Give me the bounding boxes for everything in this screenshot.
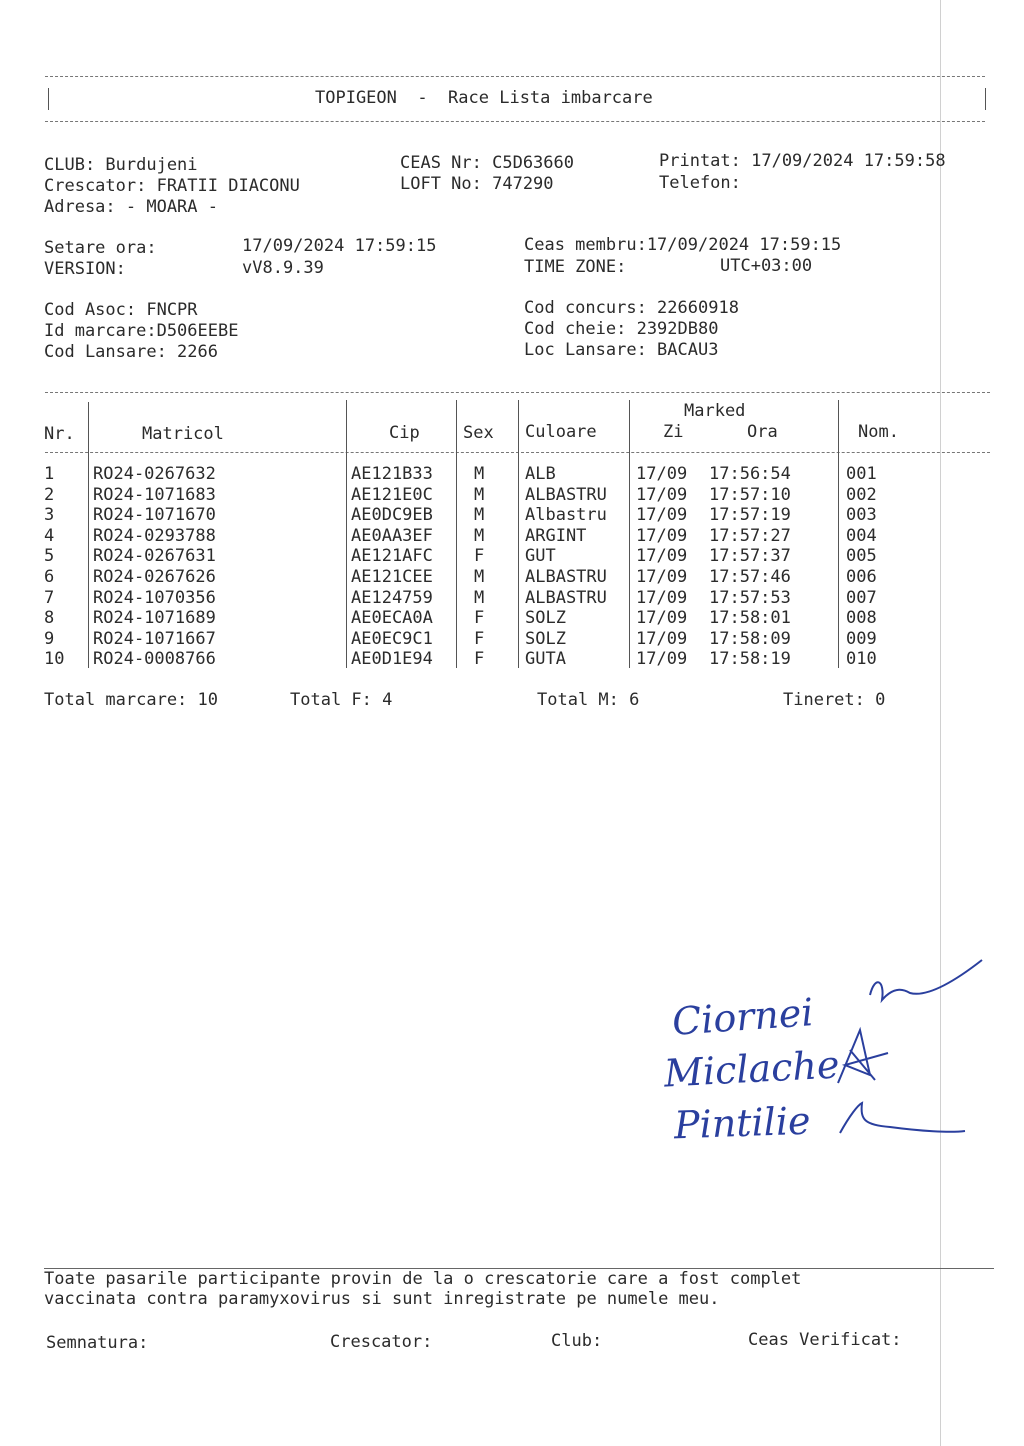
cod-concurs: Cod concurs: 22660918 bbox=[524, 298, 739, 318]
table-top-border bbox=[45, 392, 990, 393]
cell-nr: 10 bbox=[44, 649, 65, 670]
cell-ora: 17:57:27 bbox=[709, 525, 791, 546]
header-ora: Ora bbox=[747, 422, 778, 442]
cell-nom: 005 bbox=[846, 546, 877, 567]
handwritten-name-2: Miclache bbox=[662, 1042, 841, 1096]
printat: Printat: 17/09/2024 17:59:58 bbox=[659, 151, 946, 171]
cell-culoare: SOLZ bbox=[525, 608, 566, 629]
handwritten-name-1: Ciornei bbox=[670, 990, 815, 1044]
header-matricol: Matricol bbox=[142, 424, 224, 444]
cell-zi: 17/09 bbox=[636, 587, 688, 608]
cell-matricol: RO24-1071689 bbox=[93, 608, 216, 629]
time-zone-value: UTC+03:00 bbox=[720, 256, 813, 276]
cell-sex: M bbox=[474, 567, 485, 587]
club-name: CLUB: Burdujeni bbox=[44, 155, 198, 175]
ceas-verificat-label: Ceas Verificat: bbox=[748, 1330, 902, 1350]
cod-asoc: Cod Asoc: FNCPR bbox=[44, 300, 198, 320]
cell-ora: 17:57:19 bbox=[709, 505, 791, 526]
cell-nom: 008 bbox=[846, 608, 877, 629]
cell-nom: 002 bbox=[846, 484, 877, 505]
total-marcare: Total marcare: 10 bbox=[44, 690, 218, 710]
cell-nr: 6 bbox=[44, 567, 55, 587]
cell-zi: 17/09 bbox=[636, 628, 688, 649]
cell-nr: 4 bbox=[44, 525, 55, 546]
cell-zi: 17/09 bbox=[636, 567, 688, 587]
col-divider-2 bbox=[346, 400, 347, 668]
cell-matricol: RO24-0008766 bbox=[93, 649, 216, 670]
cell-cip: AE121AFC bbox=[351, 546, 433, 567]
cell-ora: 17:57:53 bbox=[709, 587, 791, 608]
cell-ora: 17:56:54 bbox=[709, 464, 791, 484]
cell-sex: M bbox=[474, 505, 485, 526]
cod-lansare: Cod Lansare: 2266 bbox=[44, 342, 218, 362]
cell-nr: 2 bbox=[44, 484, 55, 505]
declaration-line-2: vaccinata contra paramyxovirus si sunt inregistrate pe numele meu. bbox=[44, 1289, 720, 1309]
cell-culoare: Albastru bbox=[525, 505, 607, 526]
cell-ora: 17:57:10 bbox=[709, 484, 791, 505]
cell-sex: F bbox=[474, 546, 485, 567]
declaration-line-1: Toate pasarile participante provin de la o crescatorie care a fost complet bbox=[44, 1269, 802, 1289]
cell-ora: 17:58:19 bbox=[709, 649, 791, 670]
cell-zi: 17/09 bbox=[636, 546, 688, 567]
ceas-membru: Ceas membru:17/09/2024 17:59:15 bbox=[524, 235, 842, 255]
header-culoare: Culoare bbox=[525, 422, 597, 442]
setare-ora-value: 17/09/2024 17:59:15 bbox=[242, 236, 437, 256]
cell-nom: 006 bbox=[846, 567, 877, 587]
handwritten-name-3: Pintilie bbox=[673, 1098, 812, 1148]
handwritten-signatures bbox=[660, 955, 990, 1170]
version-value: vV8.9.39 bbox=[242, 258, 324, 278]
cell-cip: AE0DC9EB bbox=[351, 505, 433, 526]
cell-cip: AE124759 bbox=[351, 587, 433, 608]
signature-scribbles bbox=[660, 955, 990, 1170]
cell-culoare: GUTA bbox=[525, 649, 566, 670]
cell-sex: F bbox=[474, 608, 485, 629]
cell-nom: 009 bbox=[846, 628, 877, 649]
loft-no: LOFT No: 747290 bbox=[400, 174, 554, 194]
cell-ora: 17:58:09 bbox=[709, 628, 791, 649]
cell-cip: AE0EC9C1 bbox=[351, 628, 433, 649]
cell-zi: 17/09 bbox=[636, 484, 688, 505]
crescator-label: Crescator: bbox=[330, 1332, 433, 1352]
header-nom: Nom. bbox=[858, 422, 899, 442]
cell-culoare: GUT bbox=[525, 546, 556, 567]
semnatura-label: Semnatura: bbox=[46, 1333, 149, 1353]
id-marcare: Id marcare:D506EEBE bbox=[44, 321, 239, 341]
cell-ora: 17:58:01 bbox=[709, 608, 791, 629]
telefon: Telefon: bbox=[659, 173, 741, 193]
cell-nr: 5 bbox=[44, 546, 55, 567]
cell-nom: 007 bbox=[846, 587, 877, 608]
cell-zi: 17/09 bbox=[636, 649, 688, 670]
cell-sex: M bbox=[474, 484, 485, 505]
cell-ora: 17:57:37 bbox=[709, 546, 791, 567]
cell-sex: F bbox=[474, 649, 485, 670]
adresa: Adresa: - MOARA - bbox=[44, 197, 218, 217]
cell-nr: 9 bbox=[44, 628, 55, 649]
cell-nr: 1 bbox=[44, 464, 55, 484]
header-zi: Zi bbox=[663, 422, 684, 442]
cell-matricol: RO24-0267632 bbox=[93, 464, 216, 484]
cell-cip: AE0ECA0A bbox=[351, 608, 433, 629]
cell-culoare: ALBASTRU bbox=[525, 587, 607, 608]
marking-table bbox=[0, 0, 1024, 700]
club-label: Club: bbox=[551, 1331, 603, 1351]
tineret: Tineret: 0 bbox=[783, 690, 886, 710]
cell-cip: AE0AA3EF bbox=[351, 525, 433, 546]
ceas-nr: CEAS Nr: C5D63660 bbox=[400, 153, 574, 173]
cell-cip: AE121B33 bbox=[351, 464, 433, 484]
cell-culoare: ALBASTRU bbox=[525, 484, 607, 505]
cell-matricol: RO24-1071667 bbox=[93, 628, 216, 649]
setare-ora-label: Setare ora: bbox=[44, 238, 157, 258]
cell-matricol: RO24-0267626 bbox=[93, 567, 216, 587]
cell-nr: 7 bbox=[44, 587, 55, 608]
cell-matricol: RO24-0267631 bbox=[93, 546, 216, 567]
cell-nom: 003 bbox=[846, 505, 877, 526]
page-title: TOPIGEON - Race Lista imbarcare bbox=[315, 88, 653, 108]
col-divider-3 bbox=[456, 400, 457, 668]
cell-nr: 8 bbox=[44, 608, 55, 629]
total-m: Total M: 6 bbox=[537, 690, 640, 710]
crescator-name: Crescator: FRATII DIACONU bbox=[44, 176, 300, 196]
cell-matricol: RO24-1070356 bbox=[93, 587, 216, 608]
cell-matricol: RO24-1071670 bbox=[93, 505, 216, 526]
cell-nr: 3 bbox=[44, 505, 55, 526]
cell-zi: 17/09 bbox=[636, 608, 688, 629]
cell-sex: M bbox=[474, 587, 485, 608]
cod-cheie: Cod cheie: 2392DB80 bbox=[524, 319, 719, 339]
cell-ora: 17:57:46 bbox=[709, 567, 791, 587]
cell-sex: M bbox=[474, 525, 485, 546]
col-divider-6 bbox=[838, 400, 839, 668]
cell-cip: AE121CEE bbox=[351, 567, 433, 587]
col-divider-4 bbox=[518, 400, 519, 668]
header-sex: Sex bbox=[463, 423, 494, 443]
cell-nom: 010 bbox=[846, 649, 877, 670]
cell-cip: AE121E0C bbox=[351, 484, 433, 505]
cell-sex: F bbox=[474, 628, 485, 649]
cell-matricol: RO24-0293788 bbox=[93, 525, 216, 546]
cell-cip: AE0D1E94 bbox=[351, 649, 433, 670]
cell-culoare: ALBASTRU bbox=[525, 567, 607, 587]
col-divider-1 bbox=[88, 402, 89, 668]
cell-culoare: SOLZ bbox=[525, 628, 566, 649]
time-zone-label: TIME ZONE: bbox=[524, 257, 627, 277]
cell-culoare: ALB bbox=[525, 464, 556, 484]
col-divider-5 bbox=[629, 400, 630, 668]
header-cip: Cip bbox=[389, 423, 420, 443]
header-nr: Nr. bbox=[44, 424, 75, 444]
cell-matricol: RO24-1071683 bbox=[93, 484, 216, 505]
cell-zi: 17/09 bbox=[636, 464, 688, 484]
header-marked: Marked bbox=[684, 401, 746, 421]
version-label: VERSION: bbox=[44, 259, 126, 279]
total-f: Total F: 4 bbox=[290, 690, 393, 710]
cell-zi: 17/09 bbox=[636, 505, 688, 526]
cell-zi: 17/09 bbox=[636, 525, 688, 546]
cell-sex: M bbox=[474, 464, 485, 484]
cell-nom: 004 bbox=[846, 525, 877, 546]
loc-lansare: Loc Lansare: BACAU3 bbox=[524, 340, 719, 360]
cell-nom: 001 bbox=[846, 464, 877, 484]
cell-culoare: ARGINT bbox=[525, 525, 587, 546]
